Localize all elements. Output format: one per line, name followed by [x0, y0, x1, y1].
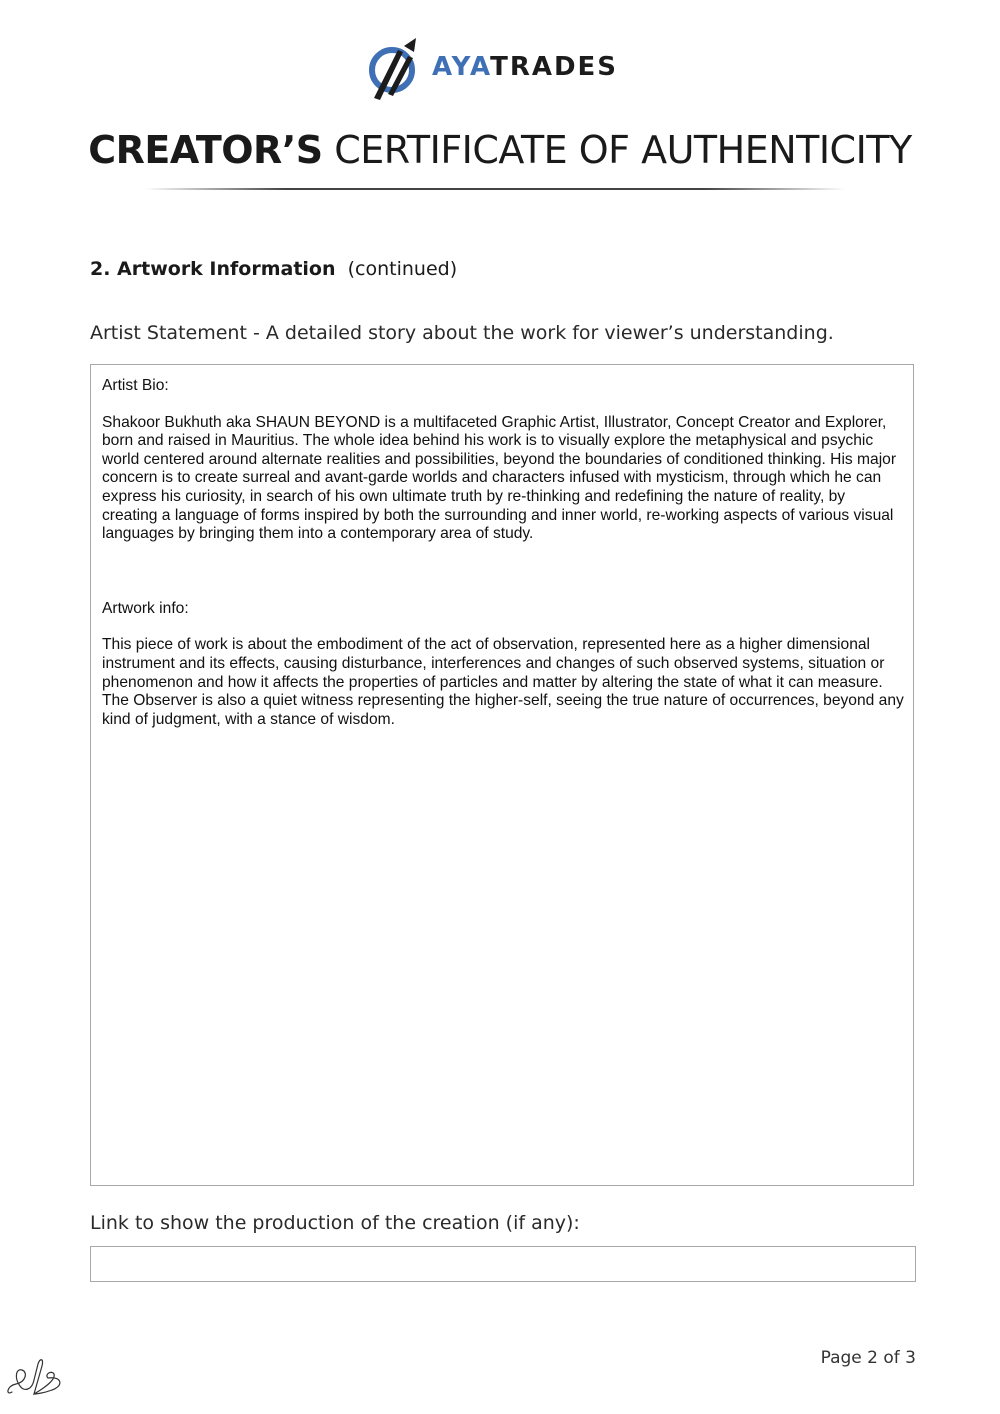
artist-bio-text: Shakoor Bukhuth aka SHAUN BEYOND is a multifaceted Graphic Artist, Illustrator, Concept Creator and Explorer, born and raised in Mauritius. The whole idea behind his work is to visually explore the metaphysical and psychic world centered around alternate realities and possibilities, beyond the boundaries of conditioned thinking. His major concern is to create surreal and avant-garde worlds and characters infused with mysticism, through which he can express his curiosity, in search of his own ultimate truth by re-thinking and redefining the nature of reality, by creating a language of forms inspired by both the surrounding and inner world, re-working aspects of various visual languages by bringing them into a contemporary area of study.: [102, 413, 897, 543]
artwork-info-label: Artwork info:: [102, 599, 189, 617]
section-heading-text: 2. Artwork Information: [90, 258, 336, 280]
section-heading: [90, 258, 457, 280]
section-heading-suffix: (continued): [347, 258, 458, 280]
ayatrades-logo: [368, 36, 638, 102]
artwork-info-text: This piece of work is about the embodiment of the act of observation, represented here as a higher dimensional instrument and its effects, causing disturbance, interferences and changes of such observed systems, situation or phenomenon and how it affects the properties of particles and matter by altering the state of what it can measure. The Observer is also a quiet witness representing the higher-self, seeing the true nature of occurrences, beyond any kind of judgment, with a stance of wisdom.: [102, 636, 904, 728]
brand-trades: TRADES: [490, 52, 619, 82]
artist-statement-label: Artist Statement - A detailed story about the work for viewer’s understanding.: [90, 322, 834, 344]
ayatrades-logo-icon: [368, 36, 422, 102]
brand-name: [432, 52, 618, 82]
artist-statement-field[interactable]: [90, 364, 914, 1186]
title-divider: [145, 188, 845, 190]
artist-statement-content: [102, 377, 904, 729]
brand-aya: AYA: [432, 52, 491, 82]
production-link-field[interactable]: [90, 1246, 916, 1282]
title-bold: CREATOR’S: [88, 128, 323, 172]
production-link-label: Link to show the production of the creation (if any):: [90, 1212, 580, 1234]
artist-bio-label: Artist Bio:: [102, 377, 169, 394]
page-title: [0, 128, 1000, 172]
signature-initials: [4, 1350, 74, 1400]
title-light: CERTIFICATE OF AUTHENTICITY: [334, 128, 912, 172]
page-number: Page 2 of 3: [820, 1348, 916, 1368]
